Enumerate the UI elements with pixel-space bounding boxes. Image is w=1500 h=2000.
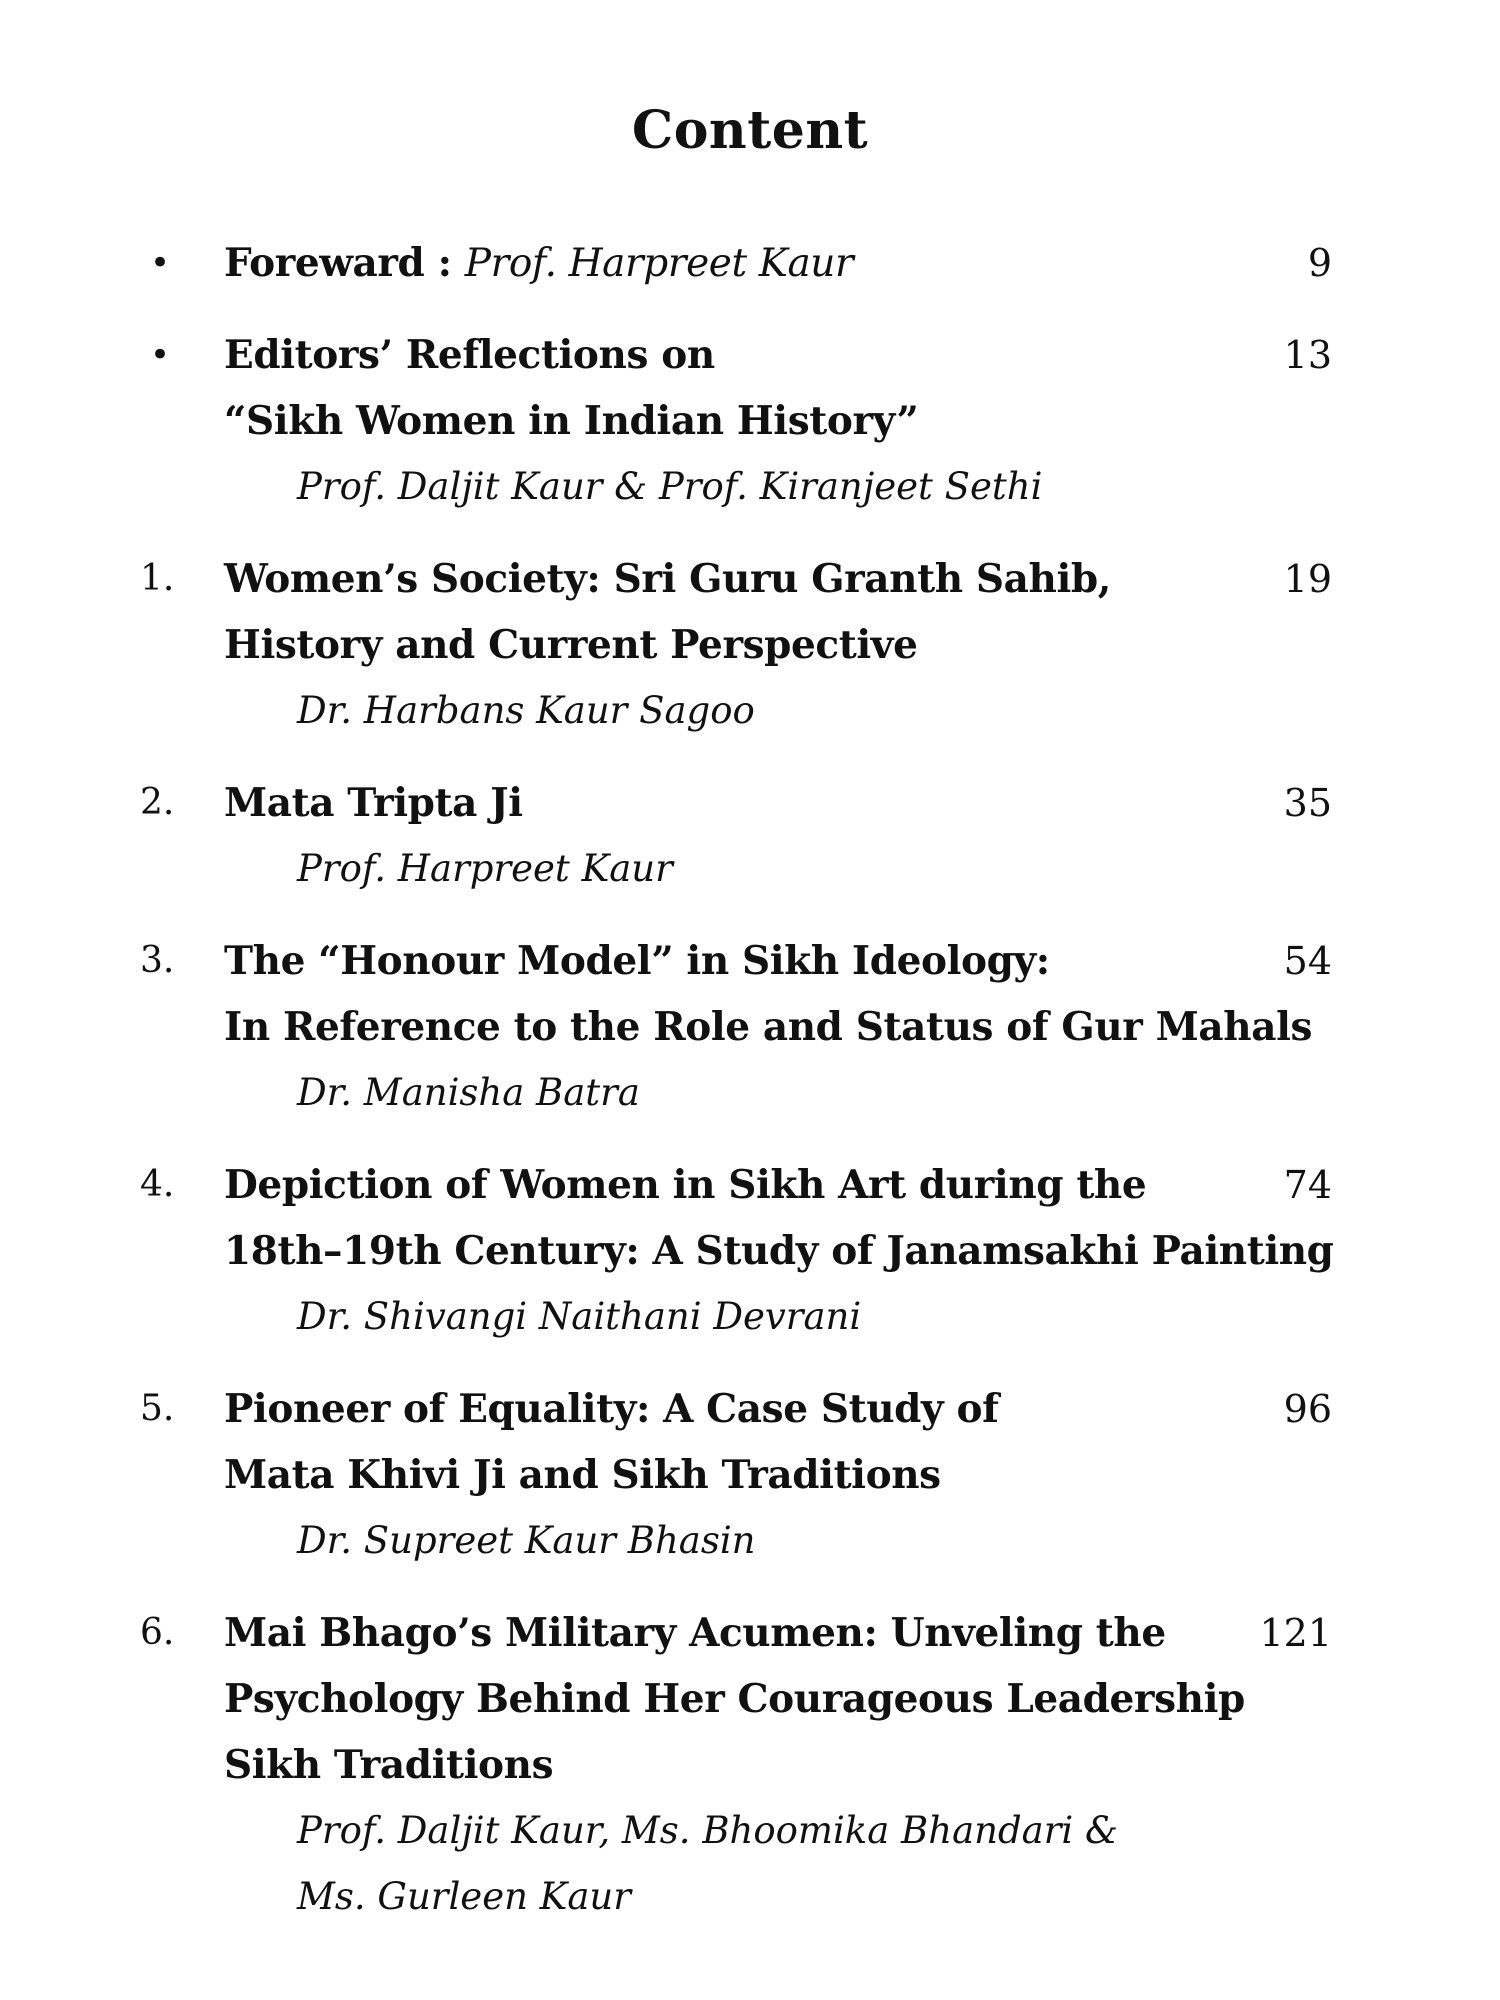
- entry-author: Prof. Harpreet Kaur: [464, 241, 854, 286]
- entry-title-line: Sikh Traditions: [224, 1742, 554, 1788]
- entry-title-line: In Reference to the Role and Status of Gur Mahals: [224, 1004, 1313, 1050]
- chapter-number: 5.: [140, 1388, 175, 1429]
- entry-author: Prof. Daljit Kaur, Ms. Bhoomika Bhandari &: [297, 1809, 1118, 1852]
- entry-title-line: Depiction of Women in Sikh Art during the: [224, 1162, 1147, 1208]
- entry-author: Ms. Gurleen Kaur: [297, 1875, 631, 1918]
- page-number: 35: [1283, 781, 1332, 825]
- entry-title-line: Mata Khivi Ji and Sikh Traditions: [224, 1452, 941, 1498]
- bullet-marker: •: [150, 335, 171, 375]
- page-number: 13: [1283, 333, 1332, 377]
- entry-title-line: Psychology Behind Her Courageous Leadership: [224, 1676, 1245, 1722]
- chapter-number: 6.: [140, 1612, 175, 1653]
- entry-author: Dr. Supreet Kaur Bhasin: [297, 1519, 756, 1562]
- entry-title-line: Editors’ Reflections on: [224, 332, 715, 378]
- page-number: 121: [1259, 1611, 1332, 1655]
- chapter-number: 1.: [140, 558, 175, 599]
- entry-title-line: Mata Tripta Ji: [224, 780, 523, 826]
- entry-author: Prof. Daljit Kaur & Prof. Kiranjeet Sethi: [297, 465, 1043, 508]
- entry-author: Dr. Harbans Kaur Sagoo: [297, 689, 755, 732]
- page-number: 74: [1283, 1163, 1332, 1207]
- page-title: Content: [631, 100, 869, 161]
- entry-title-line: The “Honour Model” in Sikh Ideology:: [224, 938, 1050, 984]
- chapter-number: 4.: [140, 1164, 175, 1205]
- page-number: 96: [1283, 1387, 1332, 1431]
- entry-author: Dr. Shivangi Naithani Devrani: [297, 1295, 862, 1338]
- page-number: 19: [1283, 557, 1332, 601]
- entry-title-line: “Sikh Women in Indian History”: [224, 398, 919, 444]
- page-number: 54: [1283, 939, 1332, 983]
- entry-author: Dr. Manisha Batra: [297, 1071, 640, 1114]
- entry-title-line: Mai Bhago’s Military Acumen: Unveling the: [224, 1610, 1166, 1656]
- chapter-number: 2.: [140, 782, 175, 823]
- chapter-number: 3.: [140, 940, 175, 981]
- entry-title-line: 18th–19th Century: A Study of Janamsakhi Painting: [224, 1228, 1334, 1274]
- entry-title: Foreward : Prof. Harpreet Kaur: [224, 240, 854, 286]
- bullet-marker: •: [150, 243, 171, 283]
- entry-title-line: History and Current Perspective: [224, 622, 918, 668]
- entry-author: Prof. Harpreet Kaur: [297, 847, 673, 890]
- entry-title-line: Women’s Society: Sri Guru Granth Sahib,: [224, 556, 1111, 602]
- entry-title-line: Pioneer of Equality: A Case Study of: [224, 1386, 999, 1432]
- page-number: 9: [1307, 241, 1332, 285]
